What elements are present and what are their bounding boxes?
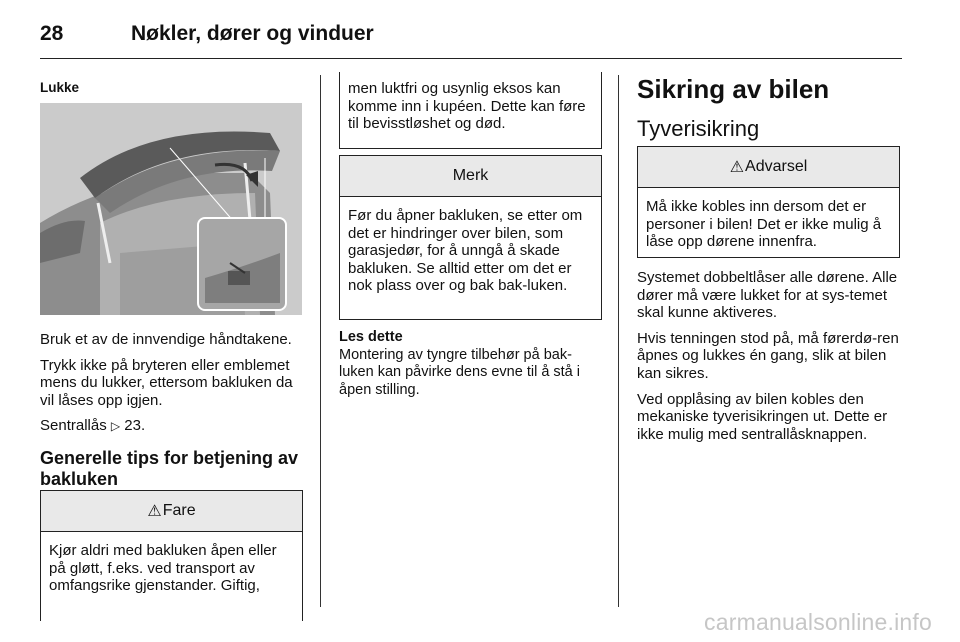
- trunk-lid-illustration: [40, 103, 302, 315]
- danger-box-title: Fare: [162, 502, 196, 519]
- watermark: carmanualsonline.info: [704, 609, 932, 635]
- reference-text: Sentrallås: [40, 417, 111, 435]
- paragraph: Bruk et av de innvendige håndtakene.: [40, 331, 292, 348]
- trunk-lid-image: [40, 103, 302, 315]
- column-2-note: [339, 329, 604, 399]
- warning-box: [637, 146, 900, 258]
- paragraph: Trykk ikke på bryteren eller emblemet mens du lukker, ettersom bakluken da vil låses opp igjen.: [40, 356, 293, 409]
- cross-reference: [40, 417, 310, 436]
- page-header: [40, 18, 902, 59]
- section-title: Sikring av bilen: [637, 74, 830, 104]
- warning-triangle-icon: ⚠: [147, 503, 162, 520]
- section-subheading: Lukke: [40, 80, 80, 95]
- reference-arrow-icon: ▷: [110, 419, 121, 434]
- note-body: Montering av tyngre tilbehør på bak-luken kan påvirke dens evne til å stå i åpen stilling.: [339, 346, 580, 398]
- note-box-body: Før du åpner bakluken, se etter om det er hindringer over bilen, som garasjedør, for å unngå å skade bakluken. Se alltid etter om det er nok plass over og bak bak-luken.: [348, 207, 583, 295]
- danger-box-continued-body: men luktfri og usynlig eksos kan komme inn i kupéen. Dette kan føre til bevisstløshet og død.: [348, 80, 586, 133]
- paragraph: Hvis tenningen stod på, må førerdø-ren åpnes og lukkes én gang, slik at bilen kan sikres.: [637, 329, 899, 382]
- danger-box: [40, 490, 303, 621]
- section-heading: Generelle tips for betjening av bakluken: [40, 447, 299, 489]
- danger-box-continued: [339, 72, 602, 149]
- warning-box-header: [638, 147, 899, 188]
- danger-box-body: Kjør aldri med bakluken åpen eller på gløtt, f.eks. ved transport av omfangsrike gjenstander. Giftig,: [49, 542, 277, 595]
- note-label: Les dette: [339, 329, 403, 345]
- page-number: 28: [40, 22, 64, 45]
- danger-box-header: [41, 491, 302, 532]
- column-1-text: [40, 331, 310, 490]
- warning-box-body: Må ikke kobles inn dersom det er personer i bilen! Det er ikke mulig å låse opp dørene innenfra.: [646, 198, 882, 251]
- reference-page: 23.: [124, 417, 146, 435]
- paragraph: Ved opplåsing av bilen kobles den mekaniske tyverisikringen ut. Dette er ikke mulig med sentrallåsknappen.: [637, 390, 888, 443]
- warning-triangle-icon: ⚠: [729, 159, 745, 176]
- note-box-header: [340, 156, 601, 197]
- paragraph: Systemet dobbeltlåser alle dørene. Alle dører må være lukket for at sys-temet skal kunne aktiveres.: [637, 269, 898, 322]
- note-box-title: Merk: [452, 167, 489, 184]
- note-box: [339, 155, 602, 320]
- column-divider-1: [320, 75, 321, 607]
- column-3-text: [637, 269, 907, 451]
- warning-box-title: Advarsel: [745, 158, 808, 175]
- section-subtitle: Tyverisikring: [637, 116, 760, 141]
- column-3-headings: [637, 74, 907, 142]
- page-title: Nøkler, dører og vinduer: [131, 22, 374, 45]
- column-divider-2: [618, 75, 619, 607]
